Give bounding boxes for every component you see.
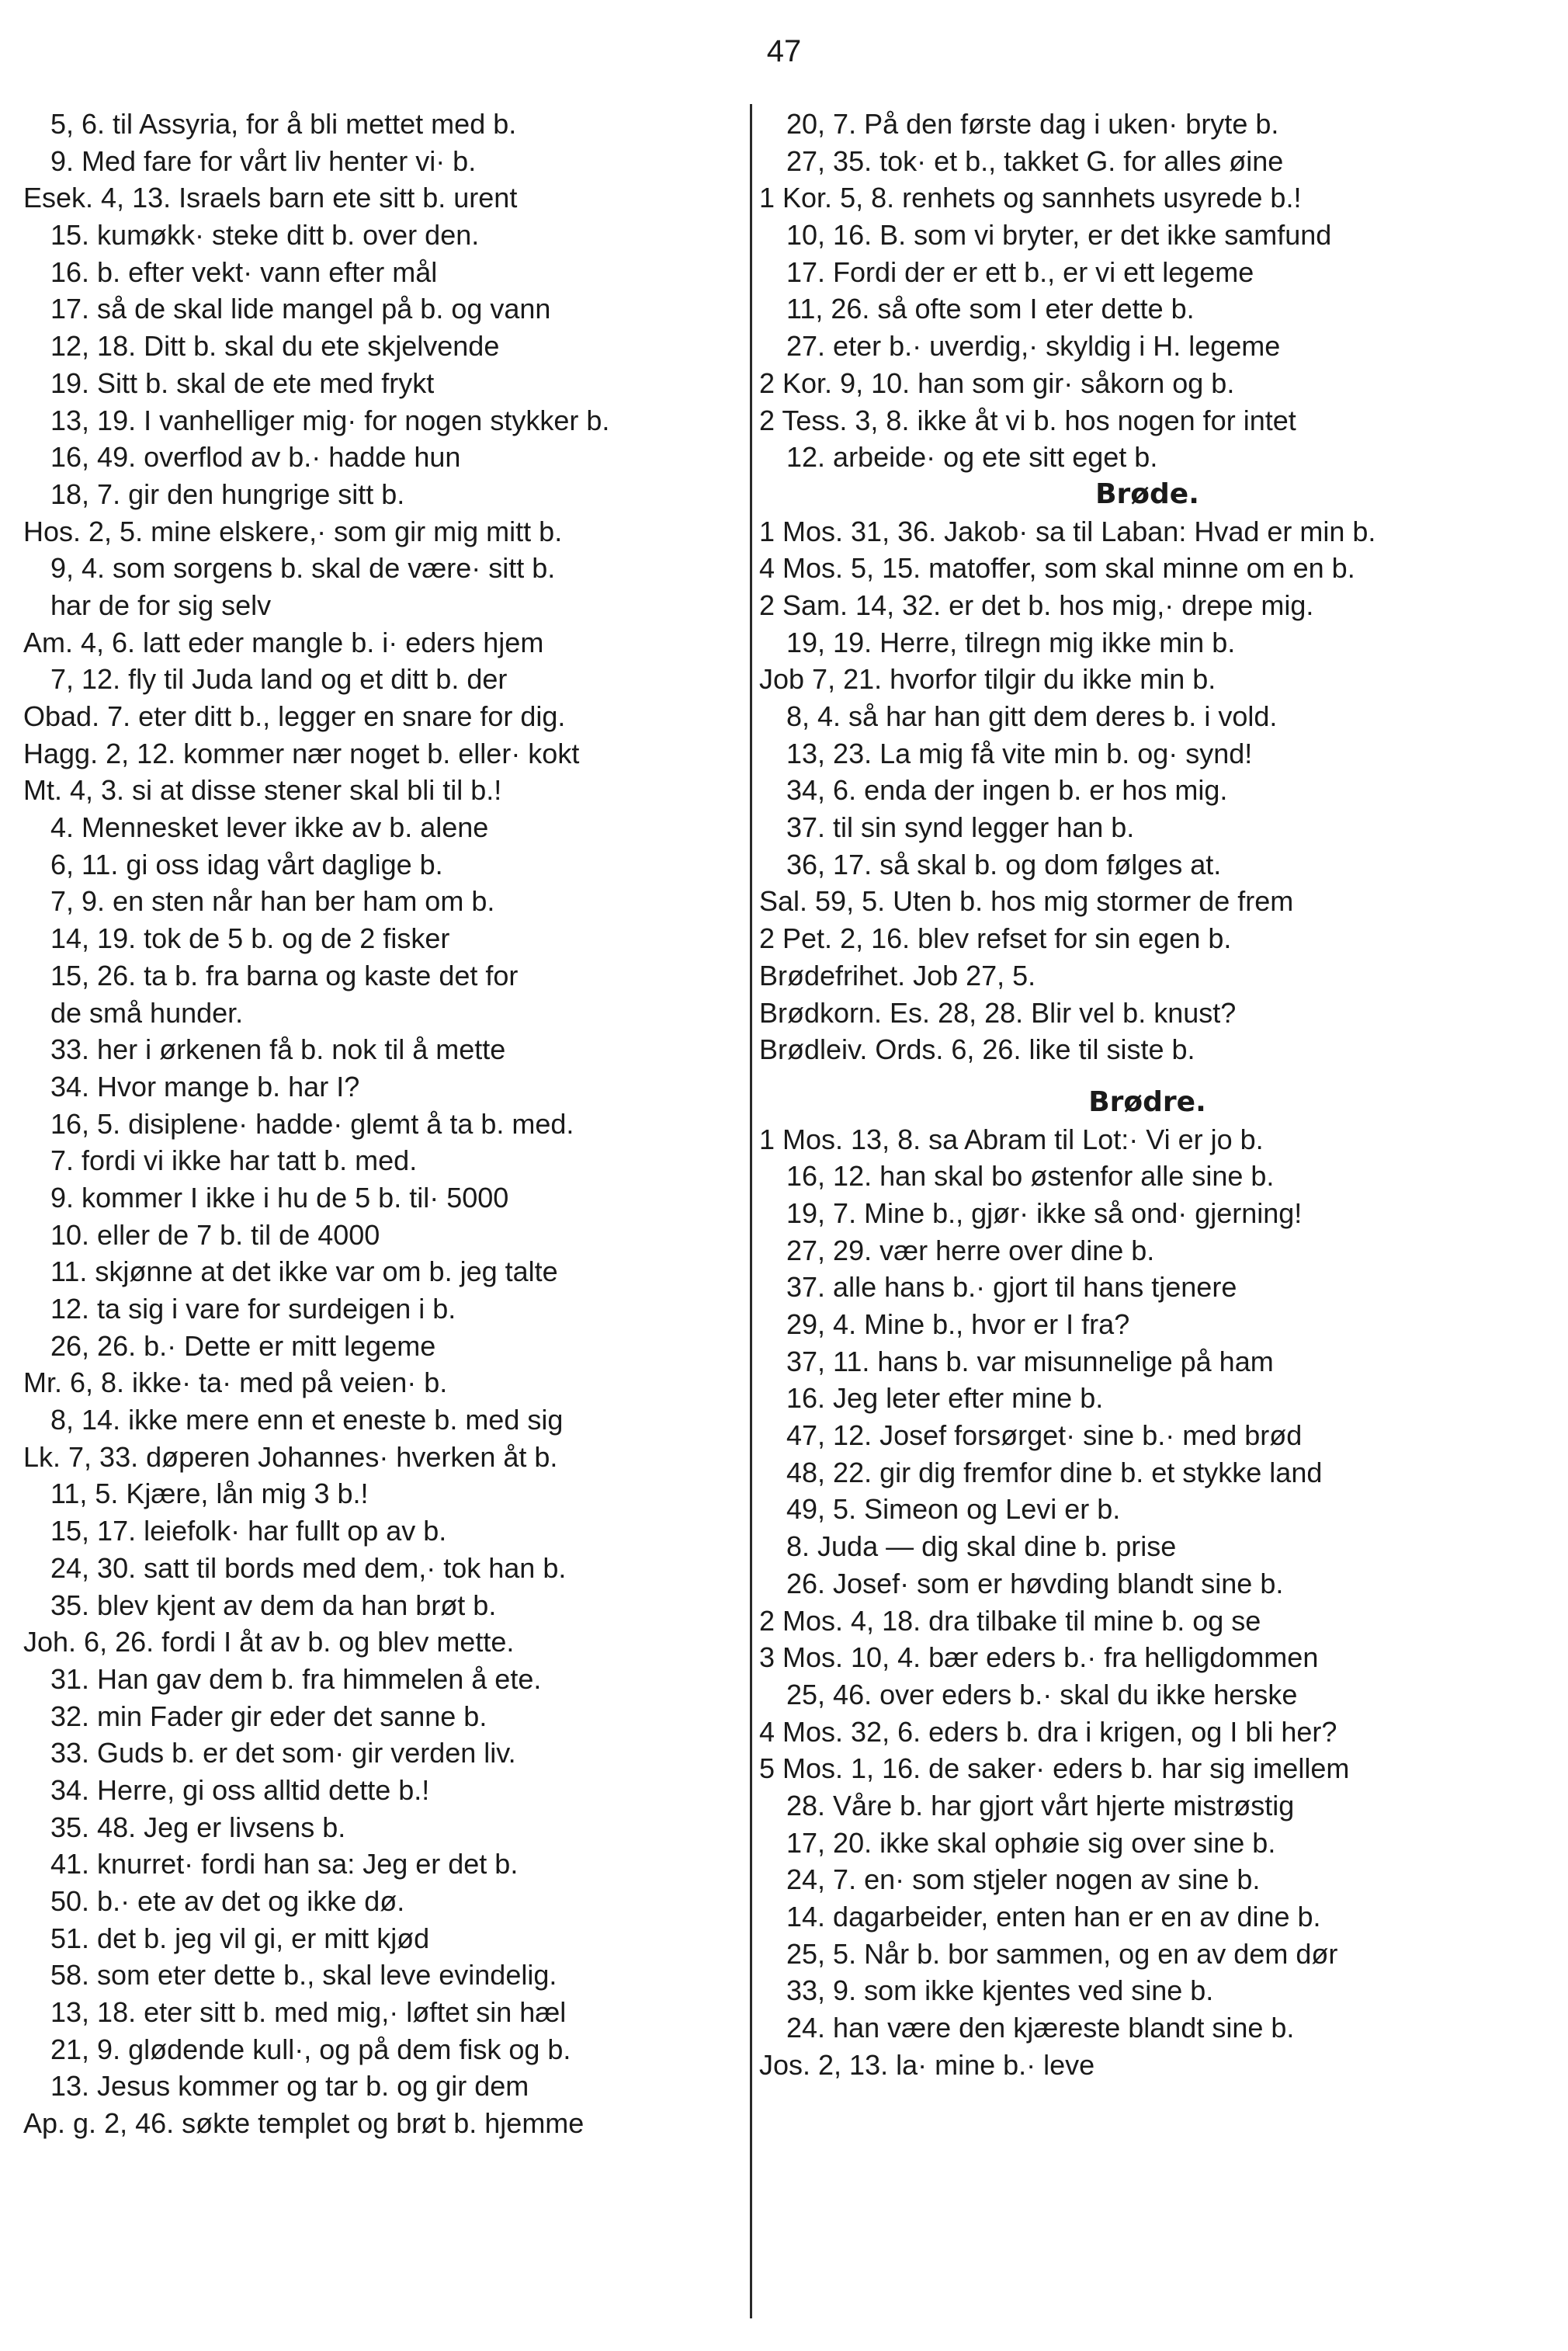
concordance-entry: 11, 26. så ofte som I eter dette b. (786, 293, 1195, 325)
concordance-entry: 13. Jesus kommer og tar b. og gir dem (50, 2070, 529, 2103)
concordance-entry: 10. eller de 7 b. til de 4000 (50, 1218, 380, 1251)
concordance-entry: 7. fordi vi ikke har tatt b. med. (50, 1144, 418, 1177)
concordance-entry: 4 Mos. 5, 15. matoffer, som skal minne om en b. (759, 552, 1355, 585)
concordance-entry: de små hunder. (50, 996, 244, 1029)
section-gap (759, 1068, 1535, 1084)
concordance-entry: 2 Sam. 14, 32. er det b. hos mig,· drepe mig. (759, 589, 1314, 621)
concordance-entry: 21, 9. glødende kull·, og på dem fisk og b. (50, 2033, 571, 2065)
concordance-entry: 1 Kor. 5, 8. renhets og sannhets usyrede b.! (759, 182, 1302, 214)
concordance-entry: 13, 18. eter sitt b. med mig,· løftet sin hæl (50, 1996, 567, 2029)
concordance-entry: 50. b.· ete av det og ikke dø. (50, 1885, 405, 1917)
concordance-entry: 16, 49. overflod av b.· hadde hun (50, 441, 461, 474)
concordance-entry: 9. kommer I ikke i hu de 5 b. til· 5000 (50, 1181, 509, 1214)
concordance-entry: 26, 26. b.· Dette er mitt legeme (50, 1329, 436, 1362)
concordance-entry: 27, 29. vær herre over dine b. (786, 1234, 1155, 1266)
left-column (23, 106, 749, 2142)
concordance-entry: 49, 5. Simeon og Levi er b. (786, 1493, 1121, 1526)
concordance-entry: Hagg. 2, 12. kommer nær noget b. eller· kokt (23, 737, 580, 769)
concordance-entry: 2 Pet. 2, 16. blev refset for sin egen b. (759, 922, 1232, 955)
concordance-entry: 34. Herre, gi oss alltid dette b.! (50, 1773, 430, 1806)
concordance-entry: Jos. 2, 13. la· mine b.· leve (759, 2048, 1095, 2081)
column-divider (750, 104, 752, 2318)
concordance-entry: 15, 26. ta b. fra barna og kaste det for (50, 959, 519, 991)
concordance-entry: Brødefrihet. Job 27, 5. (759, 959, 1036, 991)
concordance-entry: 37. alle hans b.· gjort til hans tjenere (786, 1271, 1237, 1304)
concordance-entry: Mr. 6, 8. ikke· ta· med på veien· b. (23, 1366, 448, 1399)
concordance-entry: Lk. 7, 33. døperen Johannes· hverken åt b. (23, 1440, 558, 1473)
concordance-entry: 12, 18. Ditt b. skal du ete skjelvende (50, 330, 500, 363)
concordance-entry: 11, 5. Kjære, lån mig 3 b.! (50, 1478, 369, 1510)
concordance-entry: 20, 7. På den første dag i uken· bryte b. (786, 108, 1279, 140)
concordance-entry: 58. som eter dette b., skal leve evindelig. (50, 1959, 557, 1992)
concordance-entry: 11. skjønne at det ikke var om b. jeg talte (50, 1255, 558, 1288)
concordance-entry: 24, 7. en· som stjeler nogen av sine b. (786, 1863, 1261, 1896)
concordance-entry: 19, 19. Herre, tilregn mig ikke min b. (786, 626, 1236, 658)
concordance-entry: 5, 6. til Assyria, for å bli mettet med b. (50, 108, 517, 140)
concordance-entry: 19, 7. Mine b., gjør· ikke så ond· gjerning! (786, 1196, 1303, 1229)
concordance-entry: 41. knurret· fordi han sa: Jeg er det b. (50, 1848, 519, 1880)
concordance-entry: 33, 9. som ikke kjentes ved sine b. (786, 1974, 1214, 2007)
concordance-entry: 24, 30. satt til bords med dem,· tok han b. (50, 1551, 567, 1584)
concordance-entry: 47, 12. Josef forsørget· sine b.· med brød (786, 1419, 1303, 1452)
concordance-entry: 16, 12. han skal bo østenfor alle sine b. (786, 1160, 1275, 1193)
concordance-entry: 51. det b. jeg vil gi, er mitt kjød (50, 1922, 430, 1954)
concordance-entry: 16. b. efter vekt· vann efter mål (50, 255, 438, 288)
concordance-entry: Sal. 59, 5. Uten b. hos mig stormer de frem (759, 885, 1294, 918)
concordance-entry: 35. 48. Jeg er livsens b. (50, 1811, 346, 1843)
concordance-entry: 33. her i ørkenen få b. nok til å mette (50, 1033, 506, 1066)
concordance-entry: Brødleiv. Ords. 6, 26. like til siste b. (759, 1033, 1195, 1066)
concordance-entry: 31. Han gav dem b. fra himmelen å ete. (50, 1662, 542, 1695)
concordance-entry: 35. blev kjent av dem da han brøt b. (50, 1589, 497, 1621)
concordance-entry: 4 Mos. 32, 6. eders b. dra i krigen, og I bli her? (759, 1715, 1337, 1748)
concordance-entry: 16. Jeg leter efter mine b. (786, 1382, 1104, 1415)
right-column (759, 106, 1535, 2083)
concordance-entry: 25, 46. over eders b.· skal du ikke herske (786, 1678, 1298, 1710)
concordance-entry: 10, 16. B. som vi bryter, er det ikke samfund (786, 219, 1332, 252)
concordance-entry: Joh. 6, 26. fordi I åt av b. og blev mette. (23, 1626, 515, 1658)
concordance-entry: 6, 11. gi oss idag vårt daglige b. (50, 848, 443, 880)
concordance-entry: 1 Mos. 31, 36. Jakob· sa til Laban: Hvad er min b. (759, 515, 1376, 547)
concordance-entry: 28. Våre b. har gjort vårt hjerte mistrøstig (786, 1789, 1295, 1821)
concordance-entry: 33. Guds b. er det som· gir verden liv. (50, 1737, 516, 1769)
concordance-entry: 13, 23. La mig få vite min b. og· synd! (786, 737, 1253, 769)
concordance-entry: 8, 14. ikke mere enn et eneste b. med sig (50, 1404, 564, 1436)
concordance-entry: 37. til sin synd legger han b. (786, 811, 1135, 844)
concordance-entry: 27, 35. tok· et b., takket G. for alles øine (786, 144, 1284, 177)
concordance-entry: 12. arbeide· og ete sitt eget b. (786, 441, 1158, 474)
concordance-entry: Mt. 4, 3. si at disse stener skal bli til b.! (23, 774, 502, 807)
concordance-entry: 34. Hvor mange b. har I? (50, 1070, 360, 1103)
concordance-entry: 7, 12. fly til Juda land og et ditt b. der (50, 663, 508, 696)
concordance-entry: 17. så de skal lide mangel på b. og vann (50, 293, 551, 325)
concordance-entry: 34, 6. enda der ingen b. er hos mig. (786, 774, 1228, 807)
concordance-entry: 27. eter b.· uverdig,· skyldig i H. legeme (786, 330, 1281, 363)
concordance-entry: 19. Sitt b. skal de ete med frykt (50, 366, 435, 399)
concordance-entry: 2 Tess. 3, 8. ikke åt vi b. hos nogen for intet (759, 404, 1296, 436)
concordance-entry: 25, 5. Når b. bor sammen, og en av dem dør (786, 1937, 1338, 1970)
concordance-entry: 7, 9. en sten når han ber ham om b. (50, 885, 495, 918)
concordance-entry: har de for sig selv (50, 589, 272, 621)
concordance-entry: 14. dagarbeider, enten han er en av dine b. (786, 1901, 1321, 1933)
concordance-entry: 13, 19. I vanhelliger mig· for nogen stykker b. (50, 404, 610, 436)
concordance-entry: Ap. g. 2, 46. søkte templet og brøt b. hjemme (23, 2107, 585, 2140)
concordance-entry: 2 Kor. 9, 10. han som gir· såkorn og b. (759, 366, 1235, 399)
concordance-entry: 14, 19. tok de 5 b. og de 2 fisker (50, 922, 450, 955)
concordance-entry: 2 Mos. 4, 18. dra tilbake til mine b. og se (759, 1604, 1261, 1637)
concordance-entry: 1 Mos. 13, 8. sa Abram til Lot:· Vi er jo b. (759, 1123, 1264, 1155)
concordance-entry: 5 Mos. 1, 16. de saker· eders b. har sig imellem (759, 1752, 1350, 1785)
concordance-entry: 15, 17. leiefolk· har fullt op av b. (50, 1515, 447, 1547)
concordance-entry: 3 Mos. 10, 4. bær eders b.· fra helligdommen (759, 1641, 1319, 1674)
concordance-entry: 15. kumøkk· steke ditt b. over den. (50, 219, 480, 252)
concordance-entry: 18, 7. gir den hungrige sitt b. (50, 477, 405, 510)
concordance-entry: 17, 20. ikke skal ophøie sig over sine b. (786, 1826, 1276, 1859)
concordance-entry: 4. Mennesket lever ikke av b. alene (50, 811, 489, 844)
concordance-entry: 32. min Fader gir eder det sanne b. (50, 1700, 487, 1732)
concordance-entry: Brødkorn. Es. 28, 28. Blir vel b. knust? (759, 996, 1237, 1029)
section-heading: Brøde. (1095, 477, 1199, 510)
page-number: 47 (766, 34, 802, 68)
concordance-entry: 9, 4. som sorgens b. skal de være· sitt b. (50, 552, 556, 585)
concordance-entry: Hos. 2, 5. mine elskere,· som gir mig mitt b. (23, 515, 563, 547)
concordance-entry: 26. Josef· som er høvding blandt sine b. (786, 1567, 1284, 1599)
concordance-entry: Am. 4, 6. latt eder mangle b. i· eders hjem (23, 626, 544, 658)
concordance-entry: Job 7, 21. hvorfor tilgir du ikke min b. (759, 663, 1216, 696)
concordance-entry: 29, 4. Mine b., hvor er I fra? (786, 1308, 1130, 1340)
concordance-entry: 9. Med fare for vårt liv henter vi· b. (50, 144, 477, 177)
concordance-entry: 8. Juda — dig skal dine b. prise (786, 1530, 1177, 1563)
concordance-entry: 16, 5. disiplene· hadde· glemt å ta b. med. (50, 1107, 574, 1140)
concordance-entry: 36, 17. så skal b. og dom følges at. (786, 848, 1222, 880)
concordance-entry: 48, 22. gir dig fremfor dine b. et stykke land (786, 1456, 1323, 1488)
concordance-entry: 8, 4. så har han gitt dem deres b. i vold. (786, 700, 1278, 732)
concordance-entry: 37, 11. hans b. var misunnelige på ham (786, 1345, 1274, 1377)
concordance-entry: Esek. 4, 13. Israels barn ete sitt b. urent (23, 182, 518, 214)
concordance-entry: 24. han være den kjæreste blandt sine b. (786, 2012, 1295, 2044)
concordance-entry: Obad. 7. eter ditt b., legger en snare for dig. (23, 700, 566, 732)
section-heading: Brødre. (1088, 1085, 1206, 1118)
concordance-entry: 12. ta sig i vare for surdeigen i b. (50, 1293, 456, 1325)
concordance-entry: 17. Fordi der er ett b., er vi ett legeme (786, 255, 1254, 288)
